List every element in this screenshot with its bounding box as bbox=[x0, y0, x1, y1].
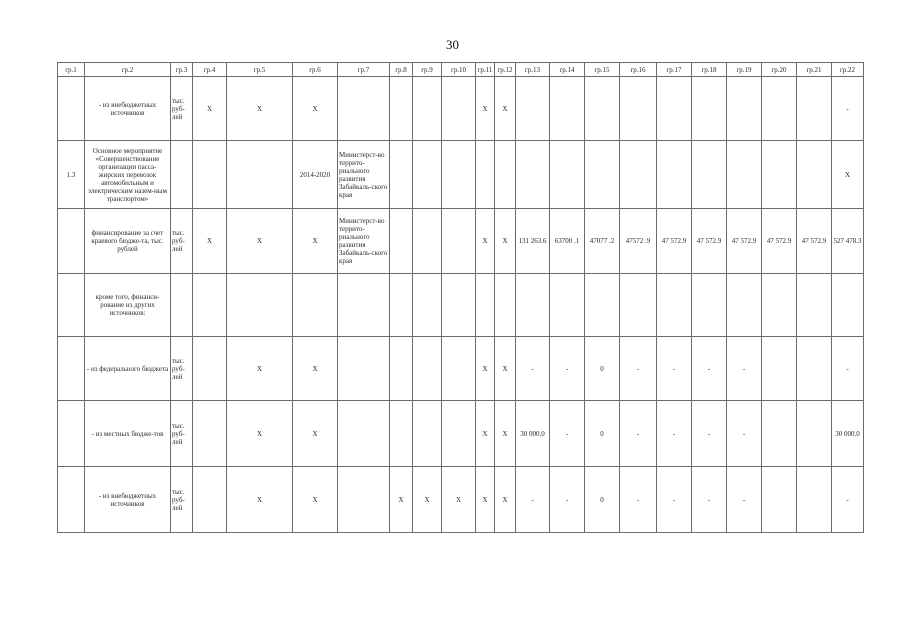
column-header: гр.10 bbox=[442, 63, 476, 77]
table-cell: Основное мероприятие «Совершенствование организации пасса-жирских перевозок автомобильным и электрическим назем-ным транспортом» bbox=[85, 141, 171, 209]
table-row bbox=[58, 467, 864, 533]
table-cell bbox=[727, 141, 762, 209]
table-cell bbox=[58, 209, 85, 274]
table-cell bbox=[442, 337, 476, 401]
table-cell bbox=[516, 141, 550, 209]
table-cell: - bbox=[832, 77, 864, 141]
table-cell bbox=[193, 274, 227, 337]
table-cell bbox=[58, 467, 85, 533]
table-cell bbox=[390, 209, 413, 274]
table-cell: тыс. руб-лей bbox=[171, 467, 193, 533]
table-cell: X bbox=[193, 77, 227, 141]
table-cell bbox=[495, 274, 516, 337]
table-cell: X bbox=[227, 401, 293, 467]
table-cell bbox=[338, 401, 390, 467]
table-cell bbox=[227, 141, 293, 209]
table-cell: - bbox=[550, 467, 585, 533]
table-cell bbox=[413, 141, 442, 209]
table-cell: X bbox=[495, 209, 516, 274]
table-cell: - bbox=[692, 337, 727, 401]
table-cell bbox=[797, 77, 832, 141]
table-cell bbox=[832, 274, 864, 337]
table-cell: - bbox=[692, 401, 727, 467]
table-cell: - bbox=[727, 401, 762, 467]
table-cell: финансирование за счет краевого бюдже-та, тыс. рублей bbox=[85, 209, 171, 274]
table-cell bbox=[227, 274, 293, 337]
table-cell bbox=[585, 141, 620, 209]
table-cell bbox=[390, 337, 413, 401]
table-cell bbox=[620, 274, 657, 337]
table-cell: 47 572.9 bbox=[727, 209, 762, 274]
table-cell: 0 bbox=[585, 337, 620, 401]
column-header: гр.20 bbox=[762, 63, 797, 77]
table-cell bbox=[516, 274, 550, 337]
table-cell: - bbox=[692, 467, 727, 533]
table-cell bbox=[58, 274, 85, 337]
table-cell bbox=[762, 337, 797, 401]
table-cell: - bbox=[516, 467, 550, 533]
table-cell: 63700 .1 bbox=[550, 209, 585, 274]
table-cell bbox=[797, 401, 832, 467]
column-header: гр.16 bbox=[620, 63, 657, 77]
table-cell bbox=[692, 141, 727, 209]
column-header: гр.13 bbox=[516, 63, 550, 77]
table-cell: Министерст-во террито-риального развития Забайкаль-ского края bbox=[338, 141, 390, 209]
table-cell bbox=[413, 77, 442, 141]
table-cell: - bbox=[620, 337, 657, 401]
table-cell: X bbox=[476, 467, 495, 533]
table-cell bbox=[442, 77, 476, 141]
table-cell bbox=[338, 337, 390, 401]
table-cell bbox=[657, 77, 692, 141]
table-cell bbox=[390, 141, 413, 209]
table-cell: - bbox=[550, 337, 585, 401]
table-cell bbox=[727, 77, 762, 141]
table-cell: X bbox=[293, 337, 338, 401]
table-cell: 0 bbox=[585, 401, 620, 467]
table-cell bbox=[620, 141, 657, 209]
table-cell: 47 572.9 bbox=[657, 209, 692, 274]
table-cell: 47 572.9 bbox=[797, 209, 832, 274]
column-header: гр.1 bbox=[58, 63, 85, 77]
table-cell bbox=[797, 467, 832, 533]
column-header: гр.8 bbox=[390, 63, 413, 77]
table-cell bbox=[585, 77, 620, 141]
table-cell: тыс. руб-лей bbox=[171, 77, 193, 141]
table-cell bbox=[413, 401, 442, 467]
table-cell bbox=[550, 274, 585, 337]
table-cell: X bbox=[227, 77, 293, 141]
table-cell: X bbox=[227, 337, 293, 401]
column-header: гр.2 bbox=[85, 63, 171, 77]
column-header: гр.21 bbox=[797, 63, 832, 77]
table-row bbox=[58, 209, 864, 274]
table-cell: - bbox=[727, 467, 762, 533]
table-cell: тыс. руб-лей bbox=[171, 337, 193, 401]
table-cell: - bbox=[657, 401, 692, 467]
table-cell bbox=[413, 337, 442, 401]
table-cell: X bbox=[413, 467, 442, 533]
column-header: гр.5 bbox=[227, 63, 293, 77]
table-cell bbox=[727, 274, 762, 337]
table-cell: 131 263.6 bbox=[516, 209, 550, 274]
column-header: гр.9 bbox=[413, 63, 442, 77]
table-cell bbox=[193, 141, 227, 209]
table-cell: X bbox=[293, 401, 338, 467]
table-row bbox=[58, 337, 864, 401]
table-cell bbox=[797, 141, 832, 209]
table-cell bbox=[193, 467, 227, 533]
table-cell: 47572 .9 bbox=[620, 209, 657, 274]
table-cell: - bbox=[620, 401, 657, 467]
column-header: гр.3 bbox=[171, 63, 193, 77]
table-cell bbox=[762, 274, 797, 337]
table-cell: 2014-2020 bbox=[293, 141, 338, 209]
table-cell bbox=[442, 401, 476, 467]
column-header: гр.11 bbox=[476, 63, 495, 77]
table-cell: X bbox=[495, 401, 516, 467]
table-header-row bbox=[58, 63, 864, 77]
table-cell bbox=[293, 274, 338, 337]
table-cell bbox=[413, 209, 442, 274]
column-header: гр.15 bbox=[585, 63, 620, 77]
table-row bbox=[58, 274, 864, 337]
column-header: гр.6 bbox=[293, 63, 338, 77]
table-cell: X bbox=[832, 141, 864, 209]
table-cell: 0 bbox=[585, 467, 620, 533]
column-header: гр.22 bbox=[832, 63, 864, 77]
table-row bbox=[58, 141, 864, 209]
table-cell: - bbox=[657, 467, 692, 533]
table-cell bbox=[495, 141, 516, 209]
table-cell: - bbox=[832, 467, 864, 533]
table-cell: 527 478.3 bbox=[832, 209, 864, 274]
data-table bbox=[57, 62, 864, 533]
table-cell bbox=[390, 401, 413, 467]
column-header: гр.17 bbox=[657, 63, 692, 77]
table-cell: X bbox=[293, 209, 338, 274]
table-cell: 30 000.0 bbox=[832, 401, 864, 467]
table-cell bbox=[657, 141, 692, 209]
table-cell: - bbox=[516, 337, 550, 401]
table-row bbox=[58, 77, 864, 141]
column-header: гр.7 bbox=[338, 63, 390, 77]
column-header: гр.12 bbox=[495, 63, 516, 77]
table-cell bbox=[338, 274, 390, 337]
page-number: 30 bbox=[446, 37, 459, 52]
table-cell bbox=[516, 77, 550, 141]
table-cell bbox=[442, 141, 476, 209]
table-cell bbox=[58, 337, 85, 401]
table-cell bbox=[442, 209, 476, 274]
column-header: гр.19 bbox=[727, 63, 762, 77]
table-cell bbox=[797, 274, 832, 337]
table-cell: Министерст-во террито-риального развития Забайкаль-ского края bbox=[338, 209, 390, 274]
table-cell: - из внебюджетных источников bbox=[85, 467, 171, 533]
table-cell bbox=[657, 274, 692, 337]
table-cell bbox=[762, 77, 797, 141]
table-cell: - bbox=[832, 337, 864, 401]
table-cell: - из федерального бюджета bbox=[85, 337, 171, 401]
table-cell bbox=[550, 141, 585, 209]
table-cell: X bbox=[495, 77, 516, 141]
table-cell: X bbox=[227, 467, 293, 533]
table-cell bbox=[762, 467, 797, 533]
table-cell bbox=[193, 337, 227, 401]
table-cell: X bbox=[293, 467, 338, 533]
table-cell: X bbox=[390, 467, 413, 533]
table-cell: - bbox=[620, 467, 657, 533]
table-cell bbox=[58, 401, 85, 467]
table-cell bbox=[442, 274, 476, 337]
table-cell: X bbox=[476, 337, 495, 401]
column-header: гр.4 bbox=[193, 63, 227, 77]
table-cell bbox=[762, 141, 797, 209]
table-cell bbox=[476, 141, 495, 209]
table-cell: тыс. руб-лей bbox=[171, 401, 193, 467]
table-cell: X bbox=[293, 77, 338, 141]
table-cell: 1.3 bbox=[58, 141, 85, 209]
table-cell: 47 572.9 bbox=[692, 209, 727, 274]
table-cell bbox=[390, 274, 413, 337]
table-cell: X bbox=[476, 209, 495, 274]
table-cell: тыс. руб-лей bbox=[171, 209, 193, 274]
table-cell bbox=[550, 77, 585, 141]
table-cell: X bbox=[442, 467, 476, 533]
table-cell bbox=[338, 77, 390, 141]
table-row bbox=[58, 401, 864, 467]
table-cell: - bbox=[727, 337, 762, 401]
table-cell bbox=[585, 274, 620, 337]
table-cell: X bbox=[193, 209, 227, 274]
table-cell: X bbox=[476, 401, 495, 467]
table-cell bbox=[797, 337, 832, 401]
table-cell: X bbox=[495, 467, 516, 533]
table-cell bbox=[692, 274, 727, 337]
table-cell: X bbox=[495, 337, 516, 401]
table-cell: X bbox=[476, 77, 495, 141]
table-cell: X bbox=[227, 209, 293, 274]
table-cell bbox=[762, 401, 797, 467]
table-cell: кроме того, финанси-рование из других источников: bbox=[85, 274, 171, 337]
table-cell: 47 572.9 bbox=[762, 209, 797, 274]
table-cell bbox=[193, 401, 227, 467]
column-header: гр.18 bbox=[692, 63, 727, 77]
table-cell bbox=[620, 77, 657, 141]
column-header: гр.14 bbox=[550, 63, 585, 77]
table-cell: 30 000.0 bbox=[516, 401, 550, 467]
table-cell bbox=[338, 467, 390, 533]
table-cell bbox=[58, 77, 85, 141]
table-cell bbox=[390, 77, 413, 141]
table-cell bbox=[476, 274, 495, 337]
table-cell bbox=[692, 77, 727, 141]
table-cell: - из внебюджетных источников bbox=[85, 77, 171, 141]
table-cell: - из местных бюдже-тов bbox=[85, 401, 171, 467]
table-cell bbox=[171, 141, 193, 209]
table-cell: 47077 .2 bbox=[585, 209, 620, 274]
table-cell: - bbox=[657, 337, 692, 401]
table-cell bbox=[413, 274, 442, 337]
table-cell: - bbox=[550, 401, 585, 467]
table-cell bbox=[171, 274, 193, 337]
